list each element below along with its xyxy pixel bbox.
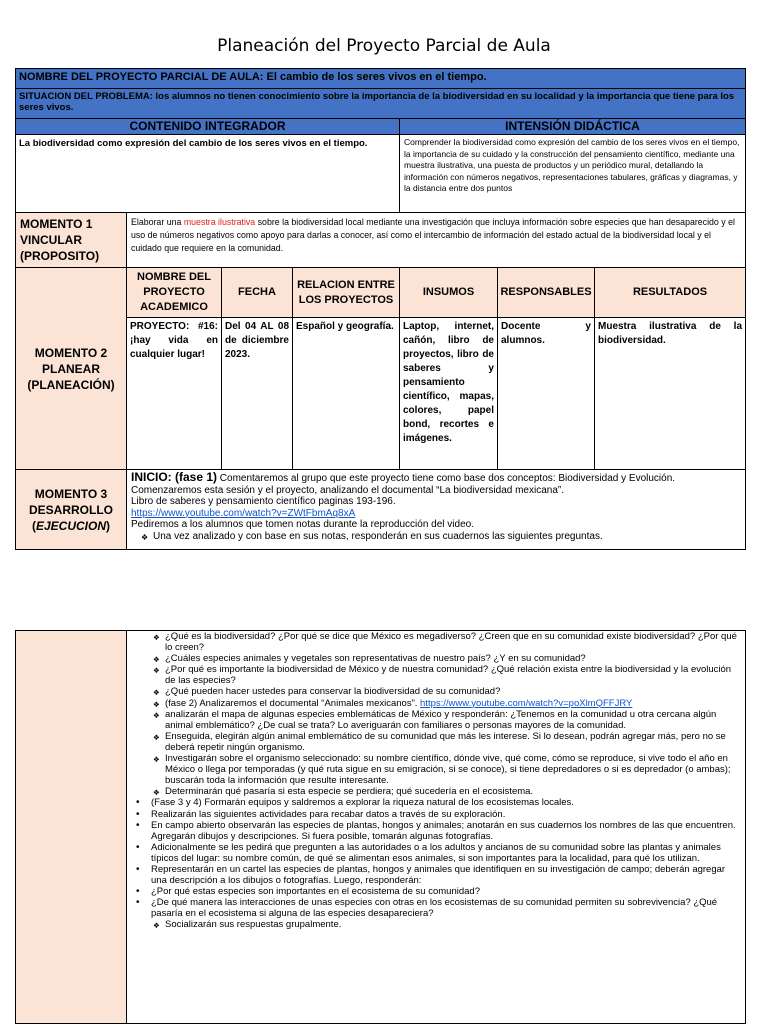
value-fecha: Del 04 AL 08 de diciembre 2023.	[222, 318, 293, 470]
question-5: ❖ analizarán el mapa de algunas especies emblemáticas de México y responderán: ¿Tenemos en la comunidad u otra cercana algún animal emblemático? ¿De cual se trata? Lo averiguarán con familiares o personas mayores de la comunidad.	[131, 709, 741, 731]
situation-cell	[16, 89, 746, 119]
sub-last: ❖ Socializarán sus respuestas grupalmente.	[131, 919, 741, 930]
question-4: ❖ ¿Qué pueden hacer ustedes para conservar la biodiversidad de su comunidad?	[131, 686, 741, 697]
project-name-cell	[16, 69, 746, 89]
question-1: ❖ ¿Qué es la biodiversidad? ¿Por qué se dice que México es megadiverso? ¿Creen que en su comunidad existe biodiversidad? ¿Por qué lo creen?	[131, 631, 741, 653]
page-title: Planeación del Proyecto Parcial de Aula	[217, 36, 551, 56]
value-responsables: Docente y alumnos.	[498, 318, 595, 470]
inicio-line4: Pediremos a los alumnos que tomen notas durante la reproducción del video.	[131, 519, 474, 531]
continuation-table	[15, 630, 746, 1024]
momento3-text	[127, 470, 746, 550]
video-link-1[interactable]: https://www.youtube.com/watch?v=ZWtFbmAq8xA	[131, 507, 356, 519]
header-relacion: RELACION ENTRE LOS PROYECTOS	[293, 268, 400, 318]
momento1-text	[127, 213, 746, 268]
project-name: NOMBRE DEL PROYECTO PARCIAL DE AULA: El cambio de los seres vivos en el tiempo.	[19, 71, 487, 83]
planning-table	[15, 68, 746, 550]
momento1-text-end: sobre la biodiversidad local mediante una investigación que incluya información sobre especies que han desaparecido y el uso de números negativos como apoyo para darlas a conocer, así como el intercambio de información del estado actual de la biodiversidad local y el cuidado que requiere en la comunidad.	[131, 217, 735, 253]
header-fecha: FECHA	[222, 268, 293, 318]
intension-header: INTENSIÓN DIDÁCTICA	[400, 119, 746, 135]
bullet-7: • ¿De qué manera las interacciones de unas especies con otras en los ecosistemas de su comunidad permiten su sobrevivencia? ¿Qué pasaría en el ecosistema si alguna de las especies desapareciera?	[131, 897, 741, 919]
bullet-5: • Representarán en un cartel las especies de plantas, hongos y animales que identifiquen en su investigación de campo; deberán agregar una descripción a los dibujos o fotografías. Luego, responderán:	[131, 864, 741, 886]
momento3-label: MOMENTO 3 DESARROLLO (EJECUCION)	[16, 470, 127, 550]
momento3-label-sub: EJECUCION	[35, 518, 106, 533]
question-3: ❖ ¿Por qué es importante la biodiversidad de México y de nuestra comunidad? ¿Qué relación exista entre la biodiversidad y la evolución de las especies?	[131, 664, 741, 686]
value-nombre: PROYECTO: #16: ¡hay vida en cualquier lugar!	[127, 318, 222, 470]
contenido-text: La biodiversidad como expresión del cambio de los seres vivos en el tiempo.	[16, 135, 400, 213]
video-link-2[interactable]: https://www.youtube.com/watch?v=poXlmQFFJRY	[420, 697, 633, 709]
continuation-left	[16, 631, 127, 1024]
bullet-6: • ¿Por qué estas especies son importantes en el ecosistema de su comunidad?	[131, 886, 741, 897]
question-6: ❖ Enseguida, elegirán algún animal emblemático de su comunidad que más les interese. Si lo desean, podrán agregar más, pero no se deberá repetir ningún organismo.	[131, 731, 741, 753]
header-responsables: RESPONSABLES	[498, 268, 595, 318]
question-8: ❖ Determinarán qué pasaría si esta especie se perdiera; qué sucedería en el ecosistema.	[131, 786, 741, 797]
header-insumos: INSUMOS	[400, 268, 498, 318]
bullet-1: • (Fase 3 y 4) Formarán equipos y saldremos a explorar la riqueza natural de los ecosistemas locales.	[131, 797, 741, 808]
value-insumos: Laptop, internet, cañón, libro de proyectos, libro de saberes y pensamiento científico, mapas, colores, papel bond, recortes e imágenes.	[400, 318, 498, 470]
question-7: ❖ Investigarán sobre el organismo seleccionado: su nombre científico, dónde vive, qué come, cómo se reproduce, si vive todo el año en México o llega por temporadas (y qué ruta sigue en su emigración, si se conoce), si tiene depredadores o si es depredador (o ambas); buscarán toda la información que resulte interesante.	[131, 753, 741, 786]
situation-text: SITUACION DEL PROBLEMA: los alumnos no tienen conocimiento sobre la importancia de la biodiversidad en su localidad y la importancia que tiene para los seres vivos.	[19, 91, 735, 113]
inicio-sub1: ❖ Una vez analizado y con base en sus notas, responderán en sus cuadernos las siguientes preguntas.	[131, 531, 741, 543]
momento1-text-start: Elaborar una	[131, 217, 184, 227]
intension-text: Comprender la biodiversidad como expresión del cambio de los seres vivos en el tiempo, la importancia de su cuidado y la construcción del pensamiento científico, mediante una muestra ilustrativa, una puesta de productos y un periódico mural, detallando la información con números negativos, representaciones tabulares, gráficas y diagramas, y la distancia entre dos puntos	[400, 135, 746, 213]
bullet-2: • Realizarán las siguientes actividades para recabar datos a través de su exploración.	[131, 809, 741, 820]
momento2-label: MOMENTO 2 PLANEAR (PLANEACIÓN)	[16, 268, 127, 470]
value-relacion: Español y geografía.	[293, 318, 400, 470]
momento3-label-main: MOMENTO 3 DESARROLLO	[29, 486, 113, 517]
header-nombre: NOMBRE DEL PROYECTO ACADEMICO	[127, 268, 222, 318]
momento1-highlight: muestra ilustrativa	[183, 217, 256, 227]
continuation-body	[127, 631, 746, 1024]
header-resultados: RESULTADOS	[595, 268, 746, 318]
inicio-line2: Comenzaremos esta sesión y el proyecto, analizando el documental “La biodiversidad mexicana”.	[131, 484, 565, 496]
question-2: ❖ ¿Cuáles especies animales y vegetales son representativas de nuestro país? ¿Y en su comunidad?	[131, 653, 741, 664]
inicio-line3: Libro de saberes y pensamiento científico paginas 193-196.	[131, 496, 396, 508]
bullet-4: • Adicionalmente se les pedirá que pregunten a las autoridades o a los adultos y ancianos de su comunidad sobre las plantas y animales típicos del lugar: su nombre común, de qué se alimentan esos animales, si son importantes para la localidad, para qué los utilizan.	[131, 842, 741, 864]
value-resultados: Muestra ilustrativa de la biodiversidad.	[595, 318, 746, 470]
inicio-line1: Comentaremos al grupo que este proyecto tiene como base dos conceptos: Biodiversidad y Evolución.	[217, 473, 676, 484]
fase2	[131, 698, 741, 709]
inicio-label: INICIO: (fase 1)	[131, 470, 218, 484]
momento1-label: MOMENTO 1 VINCULAR (PROPOSITO)	[16, 213, 127, 268]
bullet-3: • En campo abierto observarán las especies de plantas, hongos y animales; anotarán en sus cuadernos los nombres de las que encuentren. Agregarán dibujos y descripciones. Si fuera posible, tomarán algunas fotografías.	[131, 820, 741, 842]
contenido-header: CONTENIDO INTEGRADOR	[16, 119, 400, 135]
fase2-text: (fase 2) Analizaremos el documental “Animales mexicanos”.	[165, 697, 421, 709]
